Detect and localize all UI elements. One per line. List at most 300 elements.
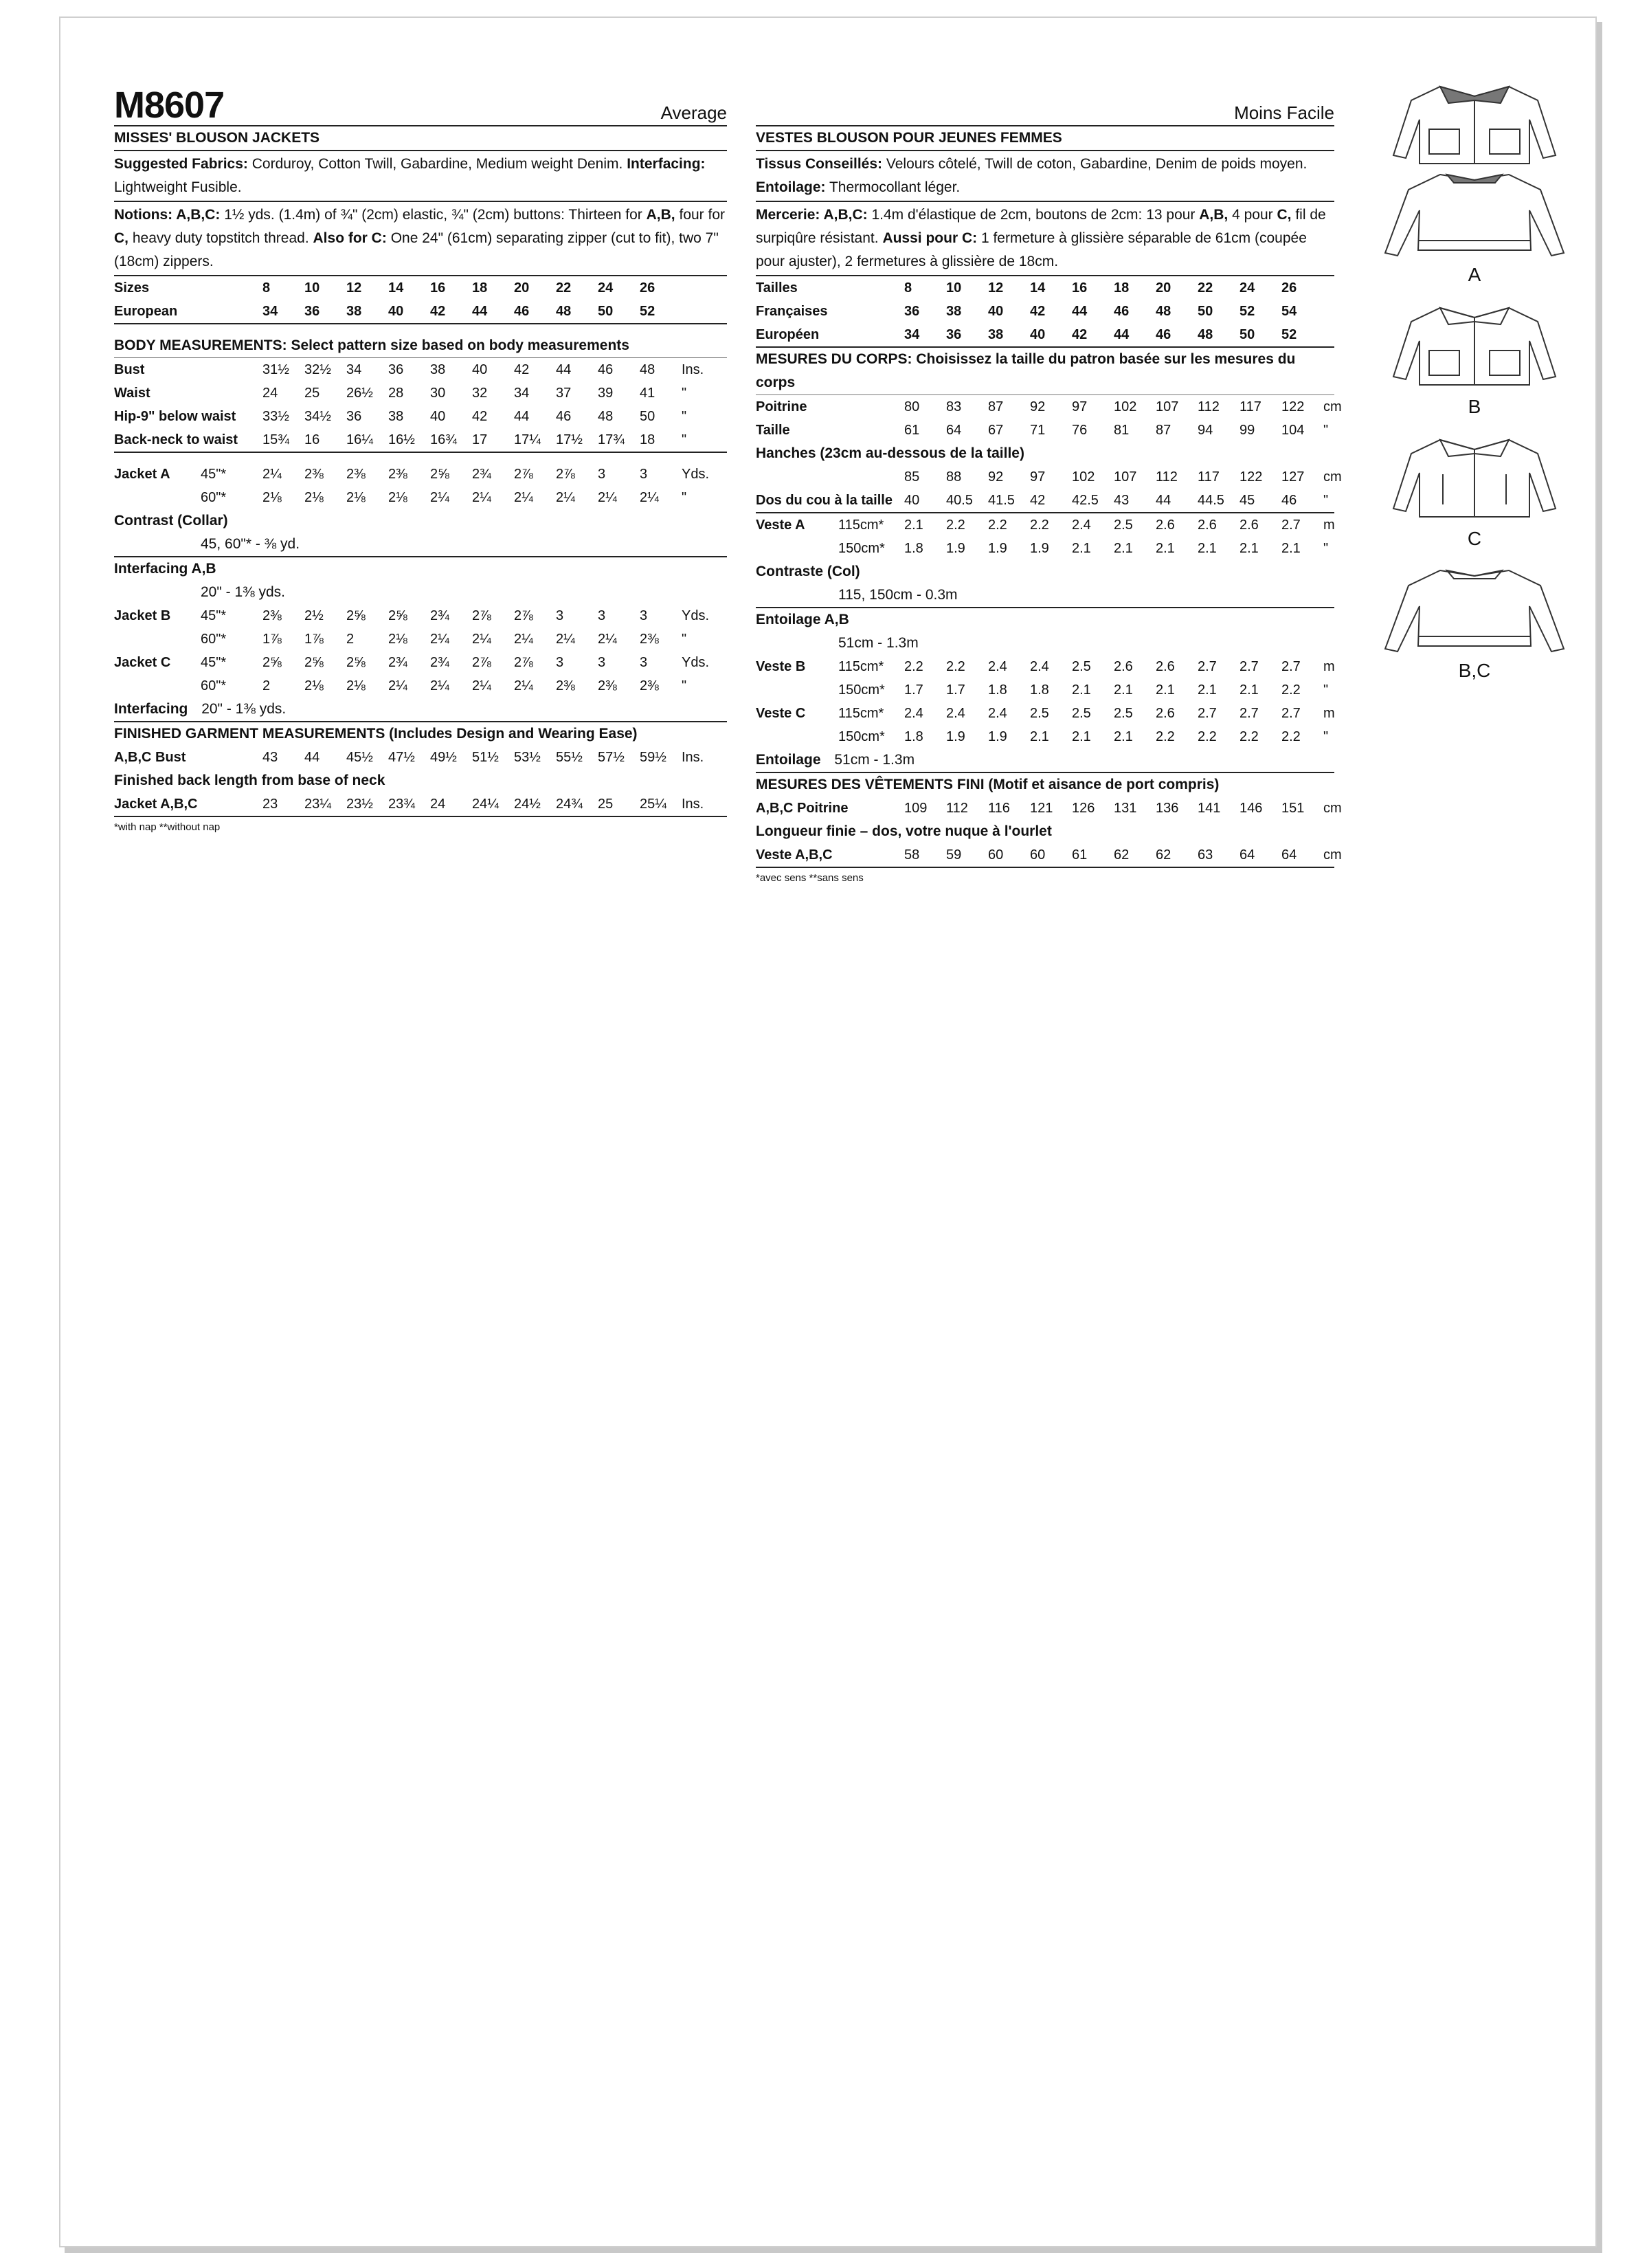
value-cell: 87	[988, 399, 1004, 414]
body-measurements-table	[756, 395, 1342, 442]
value-cell: 43	[1114, 492, 1130, 508]
value-cell: 40.5	[946, 492, 973, 508]
value-cell: 71	[1030, 422, 1046, 438]
value-cell: 1⅞	[304, 631, 324, 647]
value-cell: 42	[1072, 326, 1088, 342]
table-row	[114, 381, 727, 405]
value-cell: 85	[904, 469, 920, 485]
value-cell: 24	[430, 796, 446, 812]
value-cell: 87	[1156, 422, 1171, 438]
value-cell: 46	[1281, 492, 1297, 508]
value-cell: 44	[472, 303, 488, 319]
value-cell: 52	[640, 303, 655, 319]
value-cell: 2.5	[1114, 705, 1133, 721]
value-cell: 16¾	[430, 432, 457, 447]
value-cell: 16¼	[346, 432, 373, 447]
value-cell: 54	[1281, 303, 1297, 319]
table-row	[114, 627, 727, 651]
value-cell: 25¼	[640, 796, 666, 812]
value-cell: 63	[1198, 847, 1213, 863]
value-cell: 50	[598, 303, 614, 319]
value-cell: 2.2	[946, 658, 965, 674]
value-cell: 14	[388, 280, 404, 296]
value-cell: 26½	[346, 385, 373, 401]
unit-cell: Ins.	[682, 796, 704, 812]
jacket-c-sketch	[1358, 433, 1591, 522]
contrast-label: Contrast (Collar)	[114, 513, 228, 529]
value-cell: 36	[388, 362, 404, 377]
value-cell: 2¼	[514, 489, 533, 505]
value-cell: 2.1	[1114, 729, 1133, 744]
notions-label: Mercerie: A,B,C:	[756, 207, 868, 223]
english-column	[114, 84, 727, 833]
table-row	[114, 651, 727, 674]
veste-c-yardage	[756, 702, 1334, 748]
value-cell: 2.6	[1239, 517, 1259, 533]
value-cell: 2	[346, 631, 355, 647]
unit-cell	[682, 276, 727, 300]
value-cell: 17¼	[514, 432, 541, 447]
value-cell: 52	[1281, 326, 1297, 342]
interfacing-ab-label: Entoilage A,B	[756, 612, 849, 627]
row-label: Taille	[756, 422, 790, 438]
unit-cell: cm	[1323, 847, 1342, 863]
value-cell: 50	[1239, 326, 1255, 342]
unit-cell: cm	[1323, 469, 1342, 485]
value-cell: 28	[388, 385, 404, 401]
value-cell: 2.2	[904, 658, 923, 674]
hip-back-table	[756, 465, 1342, 513]
value-cell: 46	[1114, 303, 1130, 319]
value-cell: 26	[640, 280, 655, 296]
value-cell: 16	[1072, 280, 1088, 296]
interfacing-c-label: Entoilage	[756, 752, 821, 768]
table-row	[756, 276, 1334, 300]
fabric-width: 115cm*	[838, 517, 884, 533]
value-cell: 48	[1156, 303, 1171, 319]
row-label: Jacket B	[114, 608, 171, 623]
value-cell: 45	[1239, 492, 1255, 508]
value-cell: 1.9	[1030, 540, 1049, 556]
value-cell: 92	[1030, 399, 1046, 414]
value-cell: 2.1	[1156, 540, 1175, 556]
also-for-c-text: 1 fermeture à glissière séparable de 61cm (coupée pour ajuster), 2 fermetures à glissière de 18cm.	[756, 230, 1307, 269]
value-cell: 3	[640, 654, 648, 670]
view-sketches	[1358, 80, 1591, 697]
value-cell: 18	[640, 432, 655, 447]
value-cell: 1.9	[946, 540, 965, 556]
value-cell: 2¼	[430, 489, 449, 505]
value-cell: 2.4	[1030, 658, 1049, 674]
jacket-c-yardage	[114, 651, 727, 698]
interfacing-c-row	[114, 698, 727, 722]
value-cell: 1.8	[904, 540, 923, 556]
interfacing-c-label: Interfacing	[114, 701, 188, 717]
notions-view-c: C,	[114, 230, 128, 246]
value-cell: 2¼	[262, 466, 282, 482]
fabrics-section	[756, 151, 1334, 202]
notions-text-2: four for	[679, 207, 726, 223]
sizes-table	[114, 276, 727, 324]
row-label: Back-neck to waist	[114, 432, 238, 447]
row-label: Poitrine	[756, 399, 807, 414]
interfacing-text: Lightweight Fusible.	[114, 179, 242, 195]
value-cell: 24½	[514, 796, 541, 812]
value-cell: 2.2	[1281, 729, 1301, 744]
value-cell: 44	[1114, 326, 1130, 342]
view-label-a: A	[1468, 264, 1481, 285]
table-row	[114, 300, 727, 324]
value-cell: 50	[1198, 303, 1213, 319]
value-cell: 44	[1156, 492, 1171, 508]
value-cell: 117	[1239, 399, 1261, 414]
value-cell: 2⅞	[472, 654, 491, 670]
value-cell: 32	[472, 385, 488, 401]
value-cell: 141	[1198, 800, 1221, 816]
value-cell: 42	[430, 303, 446, 319]
value-cell: 24	[1239, 280, 1255, 296]
unit-cell: Ins.	[682, 362, 704, 377]
value-cell: 62	[1156, 847, 1171, 863]
value-cell: 2¼	[388, 678, 407, 693]
value-cell: 41.5	[988, 492, 1015, 508]
value-cell: 34½	[304, 408, 331, 424]
value-cell: 2.2	[946, 517, 965, 533]
value-cell: 3	[640, 608, 648, 623]
value-cell: 1.9	[946, 729, 965, 744]
value-cell: 2.6	[1114, 658, 1133, 674]
body-measurements-table	[114, 358, 727, 453]
value-cell: 136	[1156, 800, 1179, 816]
value-cell: 109	[904, 800, 928, 816]
row-label	[756, 725, 838, 748]
fabrics-text: Corduroy, Cotton Twill, Gabardine, Medium weight Denim.	[251, 156, 623, 172]
value-cell: 107	[1114, 469, 1137, 485]
value-cell: 3	[598, 466, 606, 482]
unit-cell	[1323, 323, 1334, 347]
value-cell: 48	[1198, 326, 1213, 342]
value-cell: 2.5	[1072, 658, 1091, 674]
table-row	[756, 419, 1334, 442]
fabrics-label: Suggested Fabrics:	[114, 156, 248, 172]
value-cell: 59	[946, 847, 962, 863]
value-cell: 38	[946, 303, 962, 319]
value-cell: 131	[1114, 800, 1137, 816]
value-cell: 122	[1281, 399, 1305, 414]
value-cell: 46	[598, 362, 614, 377]
interfacing-ab-value: 20" - 1⅜ yds.	[201, 584, 286, 600]
value-cell: 1.8	[1030, 682, 1049, 698]
row-label	[114, 486, 201, 509]
row-label: Sizes	[114, 280, 150, 296]
row-label: Veste C	[756, 705, 806, 721]
value-cell: 2¼	[430, 678, 449, 693]
notions-section	[114, 202, 727, 276]
value-cell: 60	[988, 847, 1004, 863]
value-cell: 2.2	[1156, 729, 1175, 744]
fabric-width: 60"*	[201, 489, 227, 505]
value-cell: 2⅛	[346, 678, 366, 693]
value-cell: 2¼	[556, 631, 575, 647]
value-cell: 2.1	[1030, 729, 1049, 744]
value-cell: 44	[514, 408, 530, 424]
also-for-c-label: Also for C:	[313, 230, 387, 246]
table-row	[756, 489, 1334, 513]
value-cell: 24¾	[556, 796, 583, 812]
value-cell: 2½	[304, 608, 324, 623]
value-cell: 41	[640, 385, 655, 401]
value-cell: 1⅞	[262, 631, 282, 647]
value-cell: 146	[1239, 800, 1263, 816]
view-label-bc: B,C	[1458, 660, 1491, 681]
value-cell: 116	[988, 800, 1010, 816]
value-cell: 2⅝	[388, 608, 407, 623]
value-cell: 44	[304, 749, 320, 765]
fabrics-section	[114, 151, 727, 202]
row-label: Veste A	[756, 517, 805, 533]
table-row	[756, 537, 1334, 560]
table-row	[756, 678, 1334, 702]
value-cell: 24	[598, 280, 614, 296]
table-row	[114, 428, 727, 452]
value-cell: 1.8	[988, 682, 1007, 698]
value-cell: 8	[262, 280, 271, 296]
unit-cell: cm	[1323, 399, 1342, 414]
row-label: European	[114, 303, 178, 319]
value-cell: 3	[598, 608, 606, 623]
value-cell: 2.2	[1281, 682, 1301, 698]
row-label: Jacket A,B,C	[114, 796, 198, 812]
value-cell: 2.2	[1239, 729, 1259, 744]
unit-cell	[1323, 300, 1334, 323]
value-cell: 2⅜	[598, 678, 617, 693]
value-cell: 97	[1030, 469, 1046, 485]
value-cell: 2¼	[472, 631, 491, 647]
unit-cell	[682, 300, 727, 324]
value-cell: 46	[1156, 326, 1171, 342]
value-cell: 42.5	[1072, 492, 1099, 508]
also-for-c-label: Aussi pour C:	[882, 230, 978, 246]
difficulty-level: Average	[660, 102, 727, 123]
value-cell: 23¼	[304, 796, 331, 812]
table-row	[756, 395, 1334, 419]
value-cell: 47½	[388, 749, 415, 765]
unit-cell: m	[1323, 658, 1335, 674]
unit-cell: cm	[1323, 800, 1342, 816]
also-for-c-text: One 24" (61cm) separating zipper (cut to fit), two 7" (18cm) zippers.	[114, 230, 719, 269]
value-cell: 40	[904, 492, 920, 508]
value-cell: 117	[1198, 469, 1220, 485]
value-cell: 39	[598, 385, 614, 401]
value-cell: 2¼	[640, 489, 659, 505]
unit-cell: "	[1323, 540, 1329, 556]
value-cell: 1.8	[904, 729, 923, 744]
value-cell: 2⅜	[346, 466, 366, 482]
interfacing-ab-label: Interfacing A,B	[114, 561, 216, 577]
value-cell: 2⅛	[388, 631, 407, 647]
unit-cell: "	[682, 432, 687, 447]
value-cell: 2.1	[1114, 540, 1133, 556]
value-cell: 36	[346, 408, 362, 424]
value-cell: 2⅞	[472, 608, 491, 623]
view-label-b: B	[1468, 396, 1481, 417]
fabric-width: 150cm*	[838, 540, 885, 556]
fabric-width: 150cm*	[838, 682, 885, 698]
value-cell: 64	[1239, 847, 1255, 863]
value-cell: 31½	[262, 362, 289, 377]
value-cell: 2.1	[1072, 540, 1091, 556]
value-cell: 88	[946, 469, 962, 485]
unit-cell: "	[1323, 492, 1329, 508]
value-cell: 48	[598, 408, 614, 424]
value-cell: 2.1	[1072, 682, 1091, 698]
value-cell: 2.7	[1281, 517, 1301, 533]
garment-title: VESTES BLOUSON POUR JEUNES FEMMES	[756, 126, 1334, 151]
value-cell: 2.4	[988, 658, 1007, 674]
value-cell: 102	[1114, 399, 1137, 414]
value-cell: 2⅝	[430, 466, 449, 482]
fabric-width: 60"*	[201, 631, 227, 647]
value-cell: 2¼	[556, 489, 575, 505]
value-cell: 40	[988, 303, 1004, 319]
value-cell: 18	[1114, 280, 1130, 296]
value-cell: 2¾	[430, 654, 449, 670]
value-cell: 2¼	[472, 489, 491, 505]
value-cell: 36	[304, 303, 320, 319]
value-cell: 40	[1030, 326, 1046, 342]
value-cell: 20	[514, 280, 530, 296]
value-cell: 25	[304, 385, 320, 401]
value-cell: 92	[988, 469, 1004, 485]
unit-cell: Yds.	[682, 608, 710, 623]
value-cell: 2.5	[1072, 705, 1091, 721]
value-cell: 81	[1114, 422, 1130, 438]
value-cell: 2⅛	[262, 489, 282, 505]
value-cell: 34	[514, 385, 530, 401]
row-label: Waist	[114, 385, 150, 401]
value-cell: 2¼	[430, 631, 449, 647]
table-row	[756, 323, 1334, 347]
value-cell: 40	[388, 303, 404, 319]
value-cell: 151	[1281, 800, 1305, 816]
hip-label: Hanches (23cm au-dessous de la taille)	[756, 445, 1024, 461]
value-cell: 26	[1281, 280, 1297, 296]
row-label: A,B,C Bust	[114, 749, 186, 765]
value-cell: 62	[1114, 847, 1130, 863]
contrast-value: 45, 60"* - ⅜ yd.	[114, 533, 727, 557]
value-cell: 22	[556, 280, 572, 296]
value-cell: 2⅜	[640, 631, 659, 647]
unit-cell: Yds.	[682, 466, 710, 482]
value-cell: 40	[472, 362, 488, 377]
value-cell: 2.1	[1239, 540, 1259, 556]
value-cell: 2.1	[1156, 682, 1175, 698]
value-cell: 55½	[556, 749, 583, 765]
value-cell: 16½	[388, 432, 415, 447]
value-cell: 45½	[346, 749, 373, 765]
value-cell: 50	[640, 408, 655, 424]
table-row	[756, 702, 1334, 725]
jacket-a-back-sketch	[1358, 169, 1591, 258]
value-cell: 61	[1072, 847, 1088, 863]
value-cell: 2.6	[1198, 517, 1217, 533]
value-cell: 126	[1072, 800, 1095, 816]
pattern-envelope-back	[59, 16, 1597, 2247]
interfacing-text: Thermocollant léger.	[829, 179, 961, 195]
value-cell: 2.6	[1156, 658, 1175, 674]
value-cell: 2⅛	[304, 489, 324, 505]
veste-b-yardage	[756, 655, 1334, 702]
table-row	[756, 465, 1334, 489]
value-cell: 3	[640, 466, 648, 482]
value-cell: 2.7	[1281, 705, 1301, 721]
value-cell: 2.2	[988, 517, 1007, 533]
header-row	[114, 84, 727, 126]
value-cell: 2.2	[1030, 517, 1049, 533]
row-label	[756, 678, 838, 702]
notions-section	[756, 202, 1334, 276]
notions-text-3: heavy duty topstitch thread.	[132, 230, 309, 246]
value-cell: 112	[1156, 469, 1178, 485]
value-cell: 2.1	[1072, 729, 1091, 744]
interfacing-c-value: 51cm - 1.3m	[834, 752, 915, 768]
value-cell: 53½	[514, 749, 541, 765]
value-cell: 42	[1030, 492, 1046, 508]
value-cell: 24¼	[472, 796, 499, 812]
unit-cell: "	[682, 489, 687, 505]
value-cell: 83	[946, 399, 962, 414]
notions-text-2: 4 pour	[1232, 207, 1273, 223]
veste-a-yardage	[756, 513, 1334, 560]
row-label	[756, 537, 838, 560]
unit-cell: "	[682, 408, 687, 424]
finished-back-length-table	[114, 792, 727, 817]
table-row	[756, 843, 1334, 867]
value-cell: 2⅜	[556, 678, 575, 693]
jacket-a-yardage	[114, 463, 727, 509]
footnote: *avec sens **sans sens	[756, 872, 864, 884]
value-cell: 43	[262, 749, 278, 765]
value-cell: 59½	[640, 749, 666, 765]
sizes-table	[756, 276, 1334, 348]
row-label: Jacket C	[114, 654, 171, 670]
value-cell: 2.2	[1198, 729, 1217, 744]
value-cell: 42	[1030, 303, 1046, 319]
value-cell: 57½	[598, 749, 625, 765]
value-cell: 24	[262, 385, 278, 401]
row-label	[114, 627, 201, 651]
fabric-width: 45"*	[201, 466, 227, 482]
value-cell: 2.1	[1239, 682, 1259, 698]
body-measurements-title: BODY MEASUREMENTS: Select pattern size based on body measurements	[114, 334, 727, 358]
value-cell: 8	[904, 280, 912, 296]
value-cell: 104	[1281, 422, 1305, 438]
value-cell: 102	[1072, 469, 1095, 485]
row-label: Veste B	[756, 658, 806, 674]
finished-bust-table	[114, 746, 727, 769]
finished-measurements-title: FINISHED GARMENT MEASUREMENTS (Includes Design and Wearing Ease)	[114, 726, 638, 742]
table-row	[114, 486, 727, 509]
pattern-number: M8607	[114, 85, 225, 126]
value-cell: 112	[1198, 399, 1220, 414]
unit-cell: m	[1323, 517, 1335, 533]
value-cell: 12	[988, 280, 1004, 296]
value-cell: 112	[946, 800, 968, 816]
value-cell: 2⅝	[304, 654, 324, 670]
value-cell: 2.4	[946, 705, 965, 721]
value-cell: 2.1	[904, 517, 923, 533]
unit-cell: "	[1323, 682, 1329, 698]
